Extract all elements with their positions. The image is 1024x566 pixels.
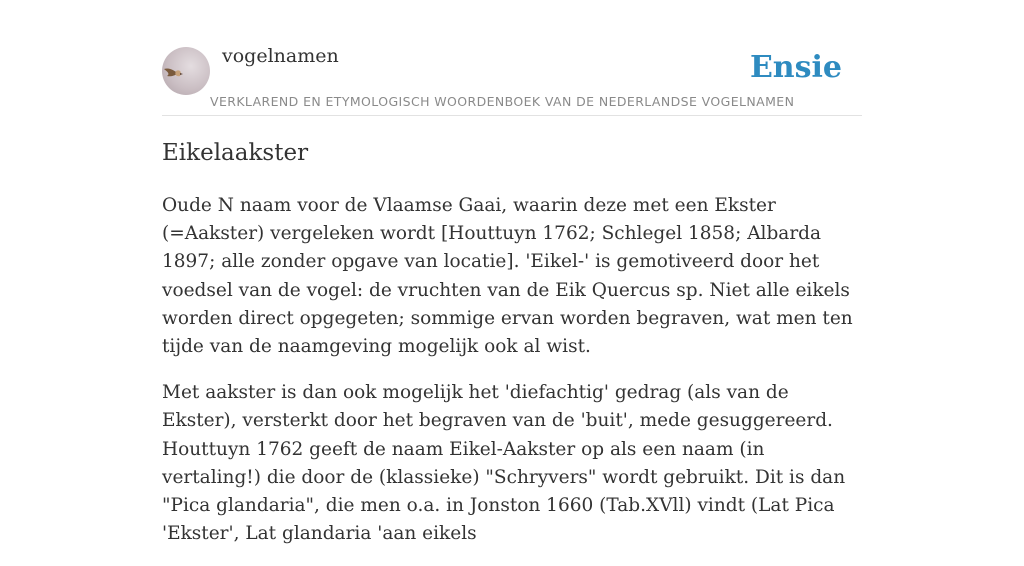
post-title: Eikelaakster: [162, 140, 309, 166]
blog-subtitle: VERKLAREND EN ETYMOLOGISCH WOORDENBOEK VAN DE NEDERLANDSE VOGELNAMEN: [210, 94, 795, 109]
post-paragraph: Met aakster is dan ook mogelijk het 'diefachtig' gedrag (als van de Ekster), versterkt door het begraven van de 'buit', mede gesuggereerd. Houttuyn 1762 geeft de naam Eikel-Aakster op als een naam (in vertaling!) die door de (klassieke) "Schryvers" wordt gebruikt. Dit is dan "Pica glandaria", die men o.a. in Jonston 1660 (Tab.XVll) vindt (Lat Pica 'Ekster', Lat glandaria 'aan eikels: [162, 382, 846, 545]
bird-avatar-icon: [162, 47, 210, 95]
header-divider: [162, 115, 862, 116]
post-body: [162, 192, 862, 566]
post-paragraph: Oude N naam voor de Vlaamse Gaai, waarin deze met een Ekster (=Aakster) vergeleken wordt [Houttuyn 1762; Schlegel 1858; Albarda 1897; alle zonder opgave van locatie]. 'Eikel-' is gemotiveerd door het voedsel van de vogel: de vruchten van de Eik Quercus sp. Niet alle eikels worden direct opgegeten; sommige ervan worden begraven, wat men ten tijde van de naamgeving mogelijk ook al wist.: [162, 195, 853, 358]
ensie-logo[interactable]: Ensie: [749, 50, 842, 85]
blog-avatar[interactable]: [162, 47, 210, 95]
blog-name[interactable]: vogelnamen: [222, 45, 339, 67]
